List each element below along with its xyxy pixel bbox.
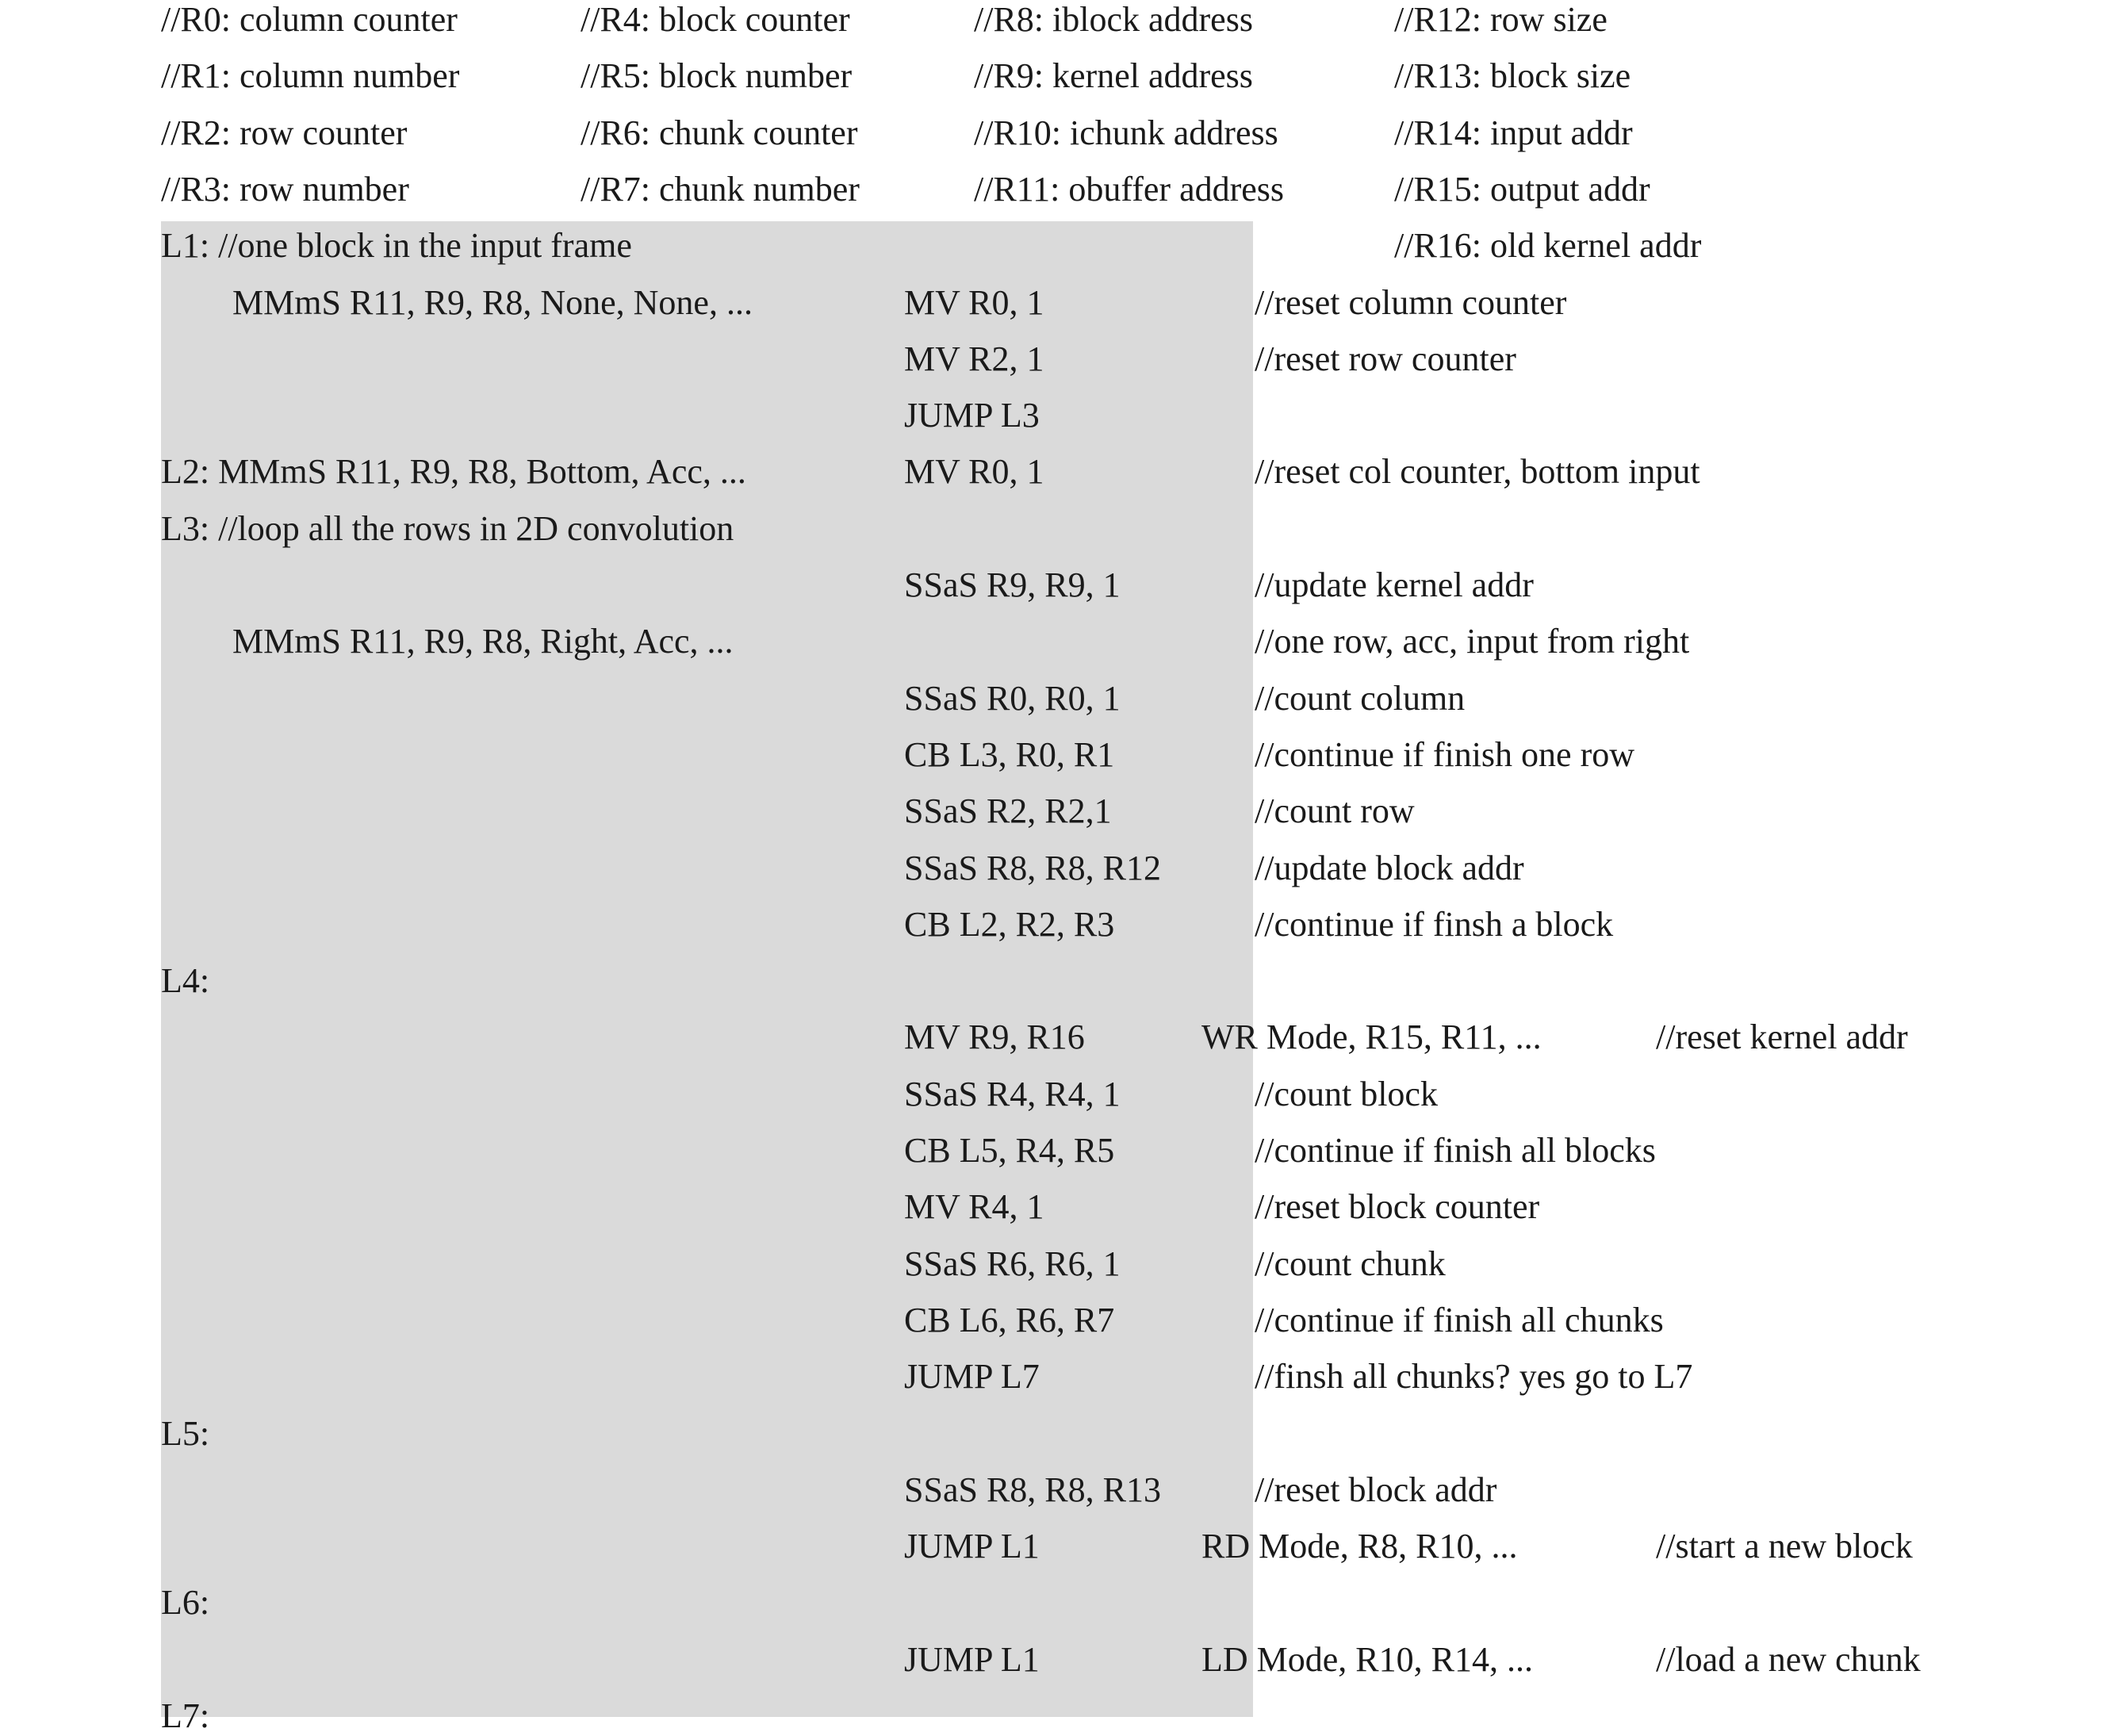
register-comment: //R4: block counter [581, 0, 850, 39]
register-comment: //R9: kernel address [974, 56, 1253, 96]
code-comment: //reset col counter, bottom input [1255, 452, 1700, 492]
code-comment: //one row, acc, input from right [1255, 622, 1690, 661]
register-comment: //R16: old kernel addr [1394, 226, 1702, 266]
code-comment: //reset row counter [1255, 339, 1516, 378]
control-instruction: JUMP L7 [904, 1357, 1040, 1397]
code-comment: //count row [1255, 791, 1415, 831]
code-label-line: L6: [161, 1583, 210, 1623]
register-comment: //R1: column number [161, 56, 460, 96]
control-instruction: SSaS R4, R4, 1 [904, 1074, 1121, 1113]
register-comment: //R14: input addr [1394, 113, 1633, 152]
code-comment: //count column [1255, 678, 1466, 718]
register-comment: //R15: output addr [1394, 169, 1650, 209]
code-comment: //continue if finsh a block [1255, 904, 1614, 944]
code-label-line: L3: //loop all the rows in 2D convolution [161, 508, 734, 548]
control-instruction: MV R2, 1 [904, 339, 1044, 378]
code-label-line: L4: [161, 961, 210, 1001]
control-instruction: SSaS R0, R0, 1 [904, 678, 1121, 718]
code-label-line: L5: [161, 1413, 210, 1453]
register-comment: //R3: row number [161, 169, 409, 209]
code-comment: //continue if finish all chunks [1255, 1300, 1664, 1339]
code-label-line: L1: //one block in the input frame [161, 226, 632, 266]
control-instruction: JUMP L3 [904, 396, 1040, 435]
code-comment: //count block [1255, 1074, 1438, 1113]
code-comment: //load a new chunk [1656, 1639, 1921, 1679]
register-comment: //R2: row counter [161, 113, 408, 152]
register-comment: //R6: chunk counter [581, 113, 858, 152]
control-instruction: SSaS R8, R8, R12 [904, 848, 1161, 887]
code-comment: //start a new block [1656, 1527, 1913, 1566]
code-comment: //reset kernel addr [1656, 1017, 1908, 1057]
register-comment: //R10: ichunk address [974, 113, 1278, 152]
register-comment: //R12: row size [1394, 0, 1608, 39]
code-comment: //continue if finish one row [1255, 734, 1635, 774]
control-instruction: SSaS R9, R9, 1 [904, 565, 1121, 604]
code-comment: //count chunk [1255, 1244, 1446, 1283]
control-instruction: JUMP L1 [904, 1527, 1040, 1566]
mmms-instruction: MMmS R11, R9, R8, Right, Acc, ... [232, 622, 734, 661]
control-instruction: SSaS R6, R6, 1 [904, 1244, 1121, 1283]
control-instruction: MV R0, 1 [904, 452, 1044, 492]
code-comment: //reset column counter [1255, 282, 1567, 322]
code-label-line: L7: [161, 1696, 210, 1735]
control-instruction: SSaS R8, R8, R13 [904, 1470, 1161, 1509]
code-comment: //update kernel addr [1255, 565, 1534, 604]
register-comment: //R8: iblock address [974, 0, 1253, 39]
control-instruction: CB L2, R2, R3 [904, 904, 1115, 944]
code-comment: //update block addr [1255, 848, 1524, 887]
register-comment: //R11: obuffer address [974, 169, 1285, 209]
code-comment: //reset block counter [1255, 1187, 1540, 1227]
memory-instruction: RD Mode, R8, R10, ... [1201, 1527, 1518, 1566]
control-instruction: SSaS R2, R2,1 [904, 791, 1112, 831]
register-comment: //R0: column counter [161, 0, 458, 39]
code-label-line: L2: MMmS R11, R9, R8, Bottom, Acc, ... [161, 452, 746, 492]
register-comment: //R13: block size [1394, 56, 1631, 96]
control-instruction: MV R0, 1 [904, 282, 1044, 322]
control-instruction: CB L3, R0, R1 [904, 734, 1115, 774]
memory-instruction: LD Mode, R10, R14, ... [1201, 1639, 1533, 1679]
code-comment: //reset block addr [1255, 1470, 1497, 1509]
code-comment: //continue if finish all blocks [1255, 1131, 1656, 1170]
register-comment: //R5: block number [581, 56, 853, 96]
code-comment: //finsh all chunks? yes go to L7 [1255, 1357, 1693, 1397]
control-instruction: MV R9, R16 [904, 1017, 1085, 1057]
register-comment: //R7: chunk number [581, 169, 860, 209]
control-instruction: JUMP L1 [904, 1639, 1040, 1679]
mmms-instruction: MMmS R11, R9, R8, None, None, ... [232, 282, 753, 322]
control-instruction: CB L5, R4, R5 [904, 1131, 1115, 1170]
control-instruction: MV R4, 1 [904, 1187, 1044, 1227]
memory-instruction: WR Mode, R15, R11, ... [1201, 1017, 1542, 1057]
control-instruction: CB L6, R6, R7 [904, 1300, 1115, 1339]
